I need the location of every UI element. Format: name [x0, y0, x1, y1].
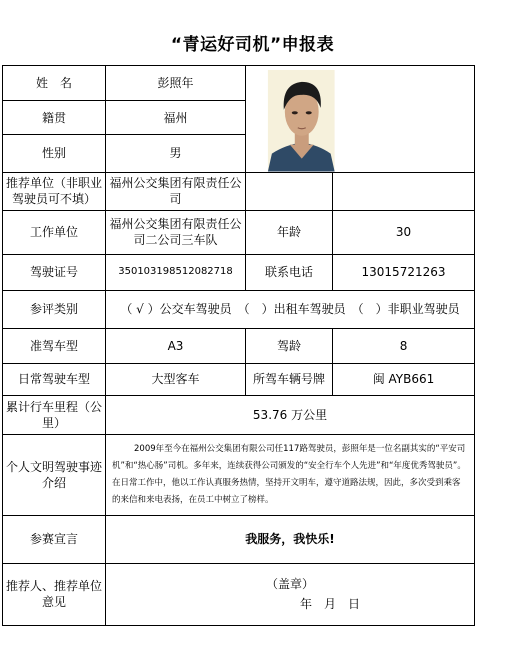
recommender-value: 福州公交集团有限责任公司: [106, 172, 246, 210]
applicant-photo: [246, 66, 474, 172]
form-title: “青运好司机”申报表: [170, 35, 335, 55]
daily-vehicle-label: 日常驾驶车型: [3, 363, 106, 395]
work-unit-value: 福州公交集团有限责任公司二公司三车队: [106, 210, 246, 254]
mileage-label: 累计行车里程（公里）: [3, 395, 106, 434]
story-paragraph: 2009年至今在福州公交集团有限公司任117路驾驶员，彭照年是一位名副其实的“平安司机”和“热心肠”司机。多年来，连续获得公司颁发的“安全行车个人先进”和“年度优秀驾驶员”。在日常工作中，他以工作认真服务热情，坚持开文明车，遵守道路法规，因此，多次受到乘客的来信和来电表扬，在员工中树立了榜样。: [112, 443, 466, 505]
plate-label: 所驾车辆号牌: [246, 363, 333, 395]
endorse-label: 推荐人、推荐单位意见: [3, 563, 106, 625]
age-value: 30: [333, 210, 475, 254]
recommender-label: 推荐单位（非职业驾驶员可不填）: [3, 172, 106, 210]
origin-label: 籍贯: [3, 101, 106, 135]
gender-label: 性别: [3, 135, 106, 172]
endorse-date: 年 月 日: [300, 597, 361, 612]
origin-value: 福州: [106, 101, 246, 135]
story-label: 个人文明驾驶事迹介绍: [3, 434, 106, 515]
name-label: 姓 名: [3, 66, 106, 101]
recommender-empty-cell-2: [333, 172, 475, 210]
endorse-cell: [106, 563, 475, 625]
work-unit-label: 工作单位: [3, 210, 106, 254]
category-value: （ √ ）公交车驾驶员 （ ）出租车驾驶员 （ ）非职业驾驶员: [106, 290, 475, 328]
phone-value: 13015721263: [333, 254, 475, 290]
endorse-seal: （盖章）: [266, 577, 315, 592]
vehicle-type-label: 准驾车型: [3, 328, 106, 363]
name-value: 彭照年: [106, 66, 246, 101]
plate-value: 闽 AYB661: [333, 363, 475, 395]
age-label: 年龄: [246, 210, 333, 254]
application-form: [2, 65, 475, 626]
recommender-empty-cell: [246, 172, 333, 210]
category-label: 参评类别: [3, 290, 106, 328]
license-value: 350103198512082718: [106, 254, 246, 290]
vehicle-type-value: A3: [106, 328, 246, 363]
declaration-value: 我服务，我快乐!: [106, 515, 475, 563]
phone-label: 联系电话: [246, 254, 333, 290]
driving-years-value: 8: [333, 328, 475, 363]
license-label: 驾驶证号: [3, 254, 106, 290]
story-text: [106, 434, 475, 515]
gender-value: 男: [106, 135, 246, 172]
declaration-label: 参赛宣言: [3, 515, 106, 563]
driving-years-label: 驾龄: [246, 328, 333, 363]
photo-cell: [246, 66, 475, 173]
daily-vehicle-value: 大型客车: [106, 363, 246, 395]
mileage-value: 53.76 万公里: [106, 395, 475, 434]
